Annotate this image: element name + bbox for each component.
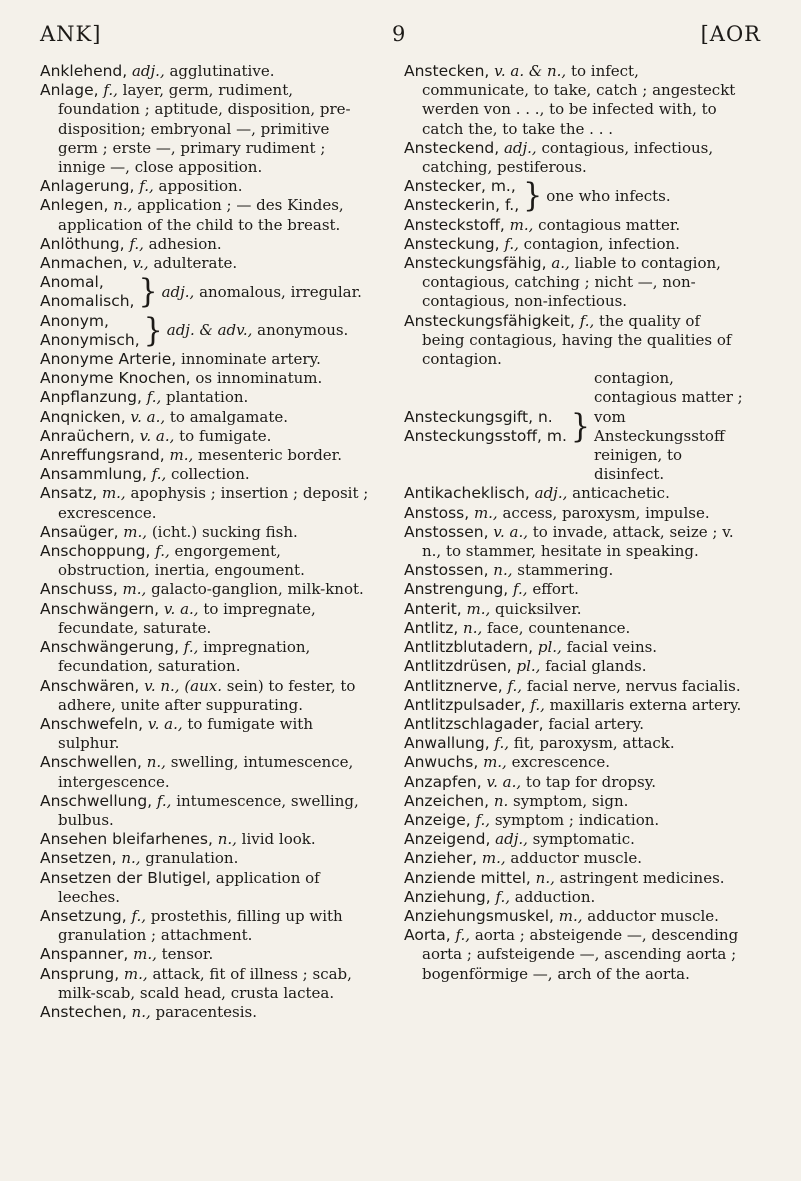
dictionary-entry	[404, 734, 746, 753]
dictionary-entry	[40, 427, 374, 446]
part-of-speech: v. a.,	[163, 599, 199, 618]
definition-text: facial veins.	[561, 638, 658, 657]
bracketed-headwords	[40, 273, 134, 311]
bracketed-headwords	[404, 177, 519, 215]
definition-text: symptomatic.	[527, 830, 635, 849]
part-of-speech: f.,	[146, 388, 162, 407]
dictionary-entry	[404, 216, 746, 235]
headword: Ansetzen der Blutigel,	[40, 868, 211, 887]
part-of-speech: m.,	[466, 599, 491, 618]
dictionary-entry	[40, 484, 374, 522]
definition-text: aorta ; absteigende —, descending aorta ; aufsteigende —, ascending aorta ; bogenförmige —, arch of the aorta.	[422, 926, 739, 983]
headword: Ansetzen,	[40, 849, 117, 868]
headword: Anzieher,	[404, 849, 478, 868]
part-of-speech: n.,	[146, 753, 166, 772]
definition	[167, 321, 374, 340]
definition-text: to amalgamate.	[165, 407, 289, 426]
brace-mark: }	[138, 272, 158, 312]
headword: Anzeigend,	[404, 830, 491, 849]
dictionary-entry	[404, 888, 746, 907]
dictionary-entry	[404, 792, 746, 811]
definition-text: adduction.	[510, 887, 596, 906]
headword: Anziende mittel,	[404, 868, 531, 887]
part-of-speech: f.,	[151, 465, 167, 484]
definition-text: fit, paroxysm, attack.	[508, 734, 675, 753]
definition-text: symptom, sign.	[508, 791, 629, 810]
definition-text: application of leeches.	[58, 868, 320, 906]
bracketed-headwords	[404, 408, 567, 446]
headword: Ansprung,	[40, 964, 120, 983]
part-of-speech: f.,	[183, 638, 199, 657]
definition-text: the quality of being contagious, having the qualities of contagion.	[422, 311, 732, 369]
part-of-speech: n.,	[113, 196, 133, 215]
headword: Ansatz,	[40, 484, 98, 503]
part-of-speech: v.,	[132, 254, 149, 273]
dictionary-entry	[40, 542, 374, 580]
definition-text: layer, germ, rudiment, foundation ; aptitude, disposition, pre-disposition; embryonal —, primitive germ ; erste —, primary rudiment ; innige —, close apposition.	[58, 81, 351, 177]
headword: Anomal,	[40, 273, 104, 292]
definition-text: granulation.	[140, 849, 239, 868]
definition-text: plantation.	[161, 388, 249, 407]
definition-text: adhesion.	[143, 234, 222, 253]
definition-text: facial glands.	[540, 657, 647, 676]
headword: Anonym,	[40, 311, 109, 330]
dictionary-entry	[404, 696, 746, 715]
definition-text: facial nerve, nervus facialis.	[522, 676, 741, 695]
part-of-speech: v. a.,	[147, 714, 183, 733]
definition-text: to impregnate, fecundate, saturate.	[58, 599, 316, 637]
dictionary-entry	[40, 830, 374, 849]
dictionary-entry	[404, 907, 746, 926]
definition-text: attack, fit of illness ; scab, milk-scab, scald head, crusta lactea.	[58, 964, 352, 1002]
left-column	[40, 62, 374, 1022]
part-of-speech: n.,	[463, 618, 483, 637]
headword: Ansteckungsgift, n.	[404, 407, 553, 426]
dictionary-entry	[40, 907, 374, 945]
part-of-speech: v. a. & n.,	[494, 62, 567, 80]
dictionary-entry	[404, 504, 746, 523]
headword: Anstrengung,	[404, 580, 509, 599]
headword: Ansaüger,	[40, 522, 119, 541]
headword: Ansteckungsstoff, m.	[404, 426, 567, 445]
part-of-speech: adj.,	[503, 138, 537, 157]
part-of-speech: n.,	[121, 849, 141, 868]
dictionary-entry	[40, 350, 374, 369]
headword: Antlitzblutadern,	[404, 638, 534, 657]
definition-text: quicksilver.	[490, 599, 582, 618]
part-of-speech: f.,	[139, 177, 154, 196]
definition-text: innominate artery.	[176, 350, 321, 369]
part-of-speech: m.,	[509, 215, 534, 234]
dictionary-entry	[404, 62, 746, 139]
headword: Anschwefeln,	[40, 714, 144, 733]
headword: Anzeichen,	[404, 791, 490, 810]
dictionary-entry	[40, 849, 374, 868]
definition-text: to infect, communicate, to take, catch ; angesteckt werden von . . ., to be infected with, to catch the, to take the . . .	[422, 62, 736, 138]
definition-text: livid look.	[236, 830, 316, 849]
brace-mark: }	[570, 407, 590, 446]
definition-text: apophysis ; insertion ; deposit ; excrescence.	[58, 484, 369, 522]
part-of-speech: adj. & adv.,	[166, 321, 253, 340]
dictionary-entry	[40, 369, 374, 388]
headword: Anraüchern,	[40, 426, 135, 445]
definition-text: adulterate.	[148, 254, 238, 273]
headword: Ansteckungsfähigkeit,	[404, 311, 575, 330]
definition-text: anomalous, irregular.	[194, 282, 362, 301]
bracketed-entry	[40, 273, 374, 311]
part-of-speech: adj.,	[161, 282, 195, 301]
dictionary-entry	[404, 715, 746, 734]
headword: Antlitzdrüsen,	[404, 657, 512, 676]
headword: Antlitznerve,	[404, 676, 503, 695]
part-of-speech: m.,	[133, 945, 157, 964]
headword: Ansammlung,	[40, 465, 147, 484]
part-of-speech: adj.,	[495, 830, 528, 849]
headword: Ansteckstoff,	[404, 215, 505, 234]
part-of-speech: m.,	[123, 964, 148, 983]
part-of-speech: f.,	[131, 906, 147, 925]
bracketed-headwords	[40, 312, 140, 350]
headword: Anschwängern,	[40, 599, 160, 618]
bracketed-entry	[404, 177, 746, 215]
part-of-speech: m.,	[123, 522, 148, 541]
headword: Anomalisch,	[40, 292, 135, 311]
dictionary-entry	[40, 523, 374, 542]
headword: Ansehen bleifarhenes,	[40, 830, 213, 849]
headword: Anzeige,	[404, 810, 471, 829]
headword: Anziehung,	[404, 887, 491, 906]
headword: Antlitzschlagader,	[404, 714, 544, 733]
definition-text: collection.	[166, 465, 250, 484]
definition-text: swelling, intumescence, intergescence.	[58, 753, 354, 791]
headword: Anstossen,	[404, 561, 489, 580]
dictionary-entry	[40, 715, 374, 753]
headword: Antlitzpulsader,	[404, 695, 526, 714]
headword: Anlage,	[40, 81, 99, 100]
part-of-speech: f.,	[155, 542, 170, 561]
definition-text: application ; — des Kindes, application of the child to the breast.	[58, 196, 344, 234]
dictionary-entry	[404, 849, 746, 868]
definition-text: access, paroxysm, impulse.	[497, 503, 710, 522]
part-of-speech: v. a.,	[130, 407, 166, 426]
definition-text: apposition.	[153, 177, 243, 196]
part-of-speech: f.,	[504, 234, 519, 253]
headword: Anreffungsrand,	[40, 446, 165, 465]
part-of-speech: n.,	[131, 1002, 151, 1021]
definition-text: excrescence.	[506, 753, 611, 772]
headword: Anwallung,	[404, 734, 490, 753]
definition-text: anticachetic.	[567, 484, 670, 503]
definition-text: to fumigate.	[174, 426, 272, 445]
headword: Anklehend,	[40, 62, 128, 80]
headword: Ansteckend,	[404, 138, 500, 157]
dictionary-entry	[404, 580, 746, 599]
definition-text: engorgement, obstruction, inertia, engoument.	[58, 542, 305, 580]
definition-text: astringent medicines.	[554, 868, 725, 887]
definition-text: to fumigate with sulphur.	[58, 714, 313, 753]
part-of-speech: f.,	[103, 81, 118, 100]
part-of-speech: f.,	[513, 580, 528, 599]
dictionary-entry	[40, 677, 374, 715]
dictionary-entry	[40, 753, 374, 791]
definition-text: contagious, infectious, catching, pestiferous.	[422, 138, 714, 177]
part-of-speech: f.,	[495, 887, 510, 906]
part-of-speech: f.,	[494, 734, 509, 753]
definition-text: sein) to fester, to adhere, unite after suppurating.	[58, 676, 356, 714]
definition	[546, 187, 746, 206]
page-header	[0, 22, 801, 54]
part-of-speech: v. a.,	[493, 522, 529, 541]
headword: Anterit,	[404, 599, 462, 618]
dictionary-entry	[40, 465, 374, 484]
headword: Ansteckung,	[404, 234, 500, 253]
dictionary-entry	[40, 388, 374, 407]
definition-text: anonymous.	[252, 321, 349, 340]
headword: Anschwellen,	[40, 753, 142, 772]
headword: Anschwellung,	[40, 791, 153, 810]
definition-text: to invade, attack, seize ; v. n., to stammer, hesitate in speaking.	[422, 522, 734, 561]
definition-text: (icht.) sucking fish.	[147, 522, 298, 541]
dictionary-entry	[40, 177, 374, 196]
dictionary-entry	[404, 561, 746, 580]
definition-text: agglutinative.	[164, 62, 275, 80]
part-of-speech: f.,	[507, 676, 523, 695]
part-of-speech: n.,	[535, 868, 555, 887]
part-of-speech: f.,	[455, 926, 471, 945]
part-of-speech: f.,	[475, 810, 491, 829]
headword: Anstecker, m.,	[404, 177, 516, 196]
part-of-speech: a.,	[551, 254, 570, 273]
headword: Anschoppung,	[40, 542, 151, 561]
part-of-speech: n.,	[217, 830, 237, 849]
headword: Anstecken,	[404, 62, 490, 80]
running-head-left: ANK]	[40, 22, 102, 46]
part-of-speech: f.,	[579, 311, 595, 330]
dictionary-entry	[404, 484, 746, 503]
part-of-speech: v. a.,	[139, 426, 175, 445]
definition-text: one who infects.	[546, 186, 671, 205]
headword: Anonyme Knochen,	[40, 369, 191, 388]
dictionary-entry	[40, 1003, 374, 1022]
headword: Anstossen,	[404, 522, 489, 541]
definition-text: liable to contagion, contagious, catching ; nicht —, non-contagious, non-infectious.	[422, 254, 721, 311]
headword: Ansetzung,	[40, 906, 127, 925]
definition-text: contagion, infection.	[518, 234, 680, 253]
definition-text: tensor.	[156, 945, 214, 964]
definition-text: impregnation, fecundation, saturation.	[58, 638, 311, 676]
part-of-speech: v. n., (aux.	[144, 676, 223, 695]
dictionary-entry	[404, 600, 746, 619]
dictionary-entry	[404, 235, 746, 254]
headword: Anstoss,	[404, 503, 470, 522]
headword: Anlöthung,	[40, 234, 125, 253]
dictionary-entry	[40, 945, 374, 964]
part-of-speech: f.,	[129, 234, 144, 253]
dictionary-entry	[404, 619, 746, 638]
dictionary-entry	[40, 965, 374, 1003]
headword: Anonyme Arterie,	[40, 350, 177, 369]
headword: Anstechen,	[40, 1002, 127, 1021]
definition-text: paracentesis.	[150, 1002, 257, 1021]
part-of-speech: m.,	[558, 906, 583, 925]
running-head-right: [AOR	[700, 22, 761, 46]
part-of-speech: m.,	[122, 580, 147, 599]
headword: Aorta,	[404, 926, 451, 945]
part-of-speech: pl.,	[537, 638, 562, 657]
headword: Anonymisch,	[40, 330, 140, 349]
definition-text: contagious matter.	[533, 215, 681, 234]
headword: Anschwären,	[40, 676, 140, 695]
dictionary-entry	[404, 926, 746, 984]
headword: Anmachen,	[40, 254, 128, 273]
definition-text: adductor muscle.	[582, 906, 719, 925]
dictionary-entry	[404, 677, 746, 696]
headword: Anziehungsmuskel,	[404, 906, 554, 925]
dictionary-entry	[40, 408, 374, 427]
dictionary-entry	[404, 753, 746, 772]
definition-text: intumescence, swelling, bulbus.	[58, 791, 359, 829]
dictionary-entry	[404, 638, 746, 657]
dictionary-entry	[404, 312, 746, 370]
bracketed-entry	[404, 369, 746, 484]
part-of-speech: v. a.,	[486, 772, 522, 791]
headword: Ansteckungsfähig,	[404, 254, 547, 273]
definition-text: effort.	[527, 580, 579, 599]
dictionary-entry	[40, 600, 374, 638]
dictionary-entry	[40, 792, 374, 830]
definition-text: maxillaris externa artery.	[544, 695, 742, 714]
part-of-speech: m.,	[101, 484, 126, 503]
part-of-speech: m.,	[169, 446, 194, 465]
right-column	[404, 62, 746, 984]
headword: Anschuss,	[40, 580, 118, 599]
page-number: 9	[392, 22, 406, 46]
brace-mark: }	[143, 311, 163, 350]
dictionary-entry	[40, 81, 374, 177]
headword: Anlegen,	[40, 196, 109, 215]
bracketed-entry	[40, 312, 374, 350]
part-of-speech: adj.,	[131, 62, 165, 80]
part-of-speech: m.,	[473, 503, 498, 522]
part-of-speech: pl.,	[516, 657, 541, 676]
dictionary-entry	[404, 869, 746, 888]
headword: Anschwängerung,	[40, 638, 180, 657]
headword: Anpflanzung,	[40, 388, 142, 407]
definition-text: to tap for dropsy.	[521, 772, 656, 791]
headword: Anwuchs,	[404, 753, 479, 772]
dictionary-entry	[40, 638, 374, 676]
dictionary-entry	[404, 523, 746, 561]
headword: Anlagerung,	[40, 177, 135, 196]
headword: Antlitz,	[404, 618, 459, 637]
part-of-speech: f.,	[156, 791, 172, 810]
dictionary-entry	[40, 235, 374, 254]
definition-text: os innominatum.	[190, 369, 323, 388]
part-of-speech: n.	[493, 791, 509, 810]
headword: Ansteckerin, f.,	[404, 196, 520, 215]
dictionary-entry	[404, 657, 746, 676]
part-of-speech: m.,	[481, 849, 506, 868]
dictionary-entry	[40, 254, 374, 273]
definition-text: contagion, contagious matter ; vom Ansteckungsstoff reinigen, to disinfect.	[594, 369, 743, 484]
dictionary-entry	[40, 446, 374, 465]
brace-mark: }	[523, 176, 543, 216]
dictionary-entry	[40, 196, 374, 234]
dictionary-entry	[40, 62, 374, 81]
definition	[594, 369, 746, 484]
headword: Anspanner,	[40, 945, 129, 964]
dictionary-entry	[404, 254, 746, 312]
part-of-speech: n.,	[493, 561, 513, 580]
dictionary-entry	[404, 139, 746, 177]
definition	[162, 283, 374, 302]
dictionary-entry	[404, 830, 746, 849]
dictionary-entry	[404, 811, 746, 830]
definition-text: adductor muscle.	[505, 849, 643, 868]
headword: Anzapfen,	[404, 772, 482, 791]
definition-text: facial artery.	[543, 714, 644, 733]
part-of-speech: m.,	[483, 753, 507, 772]
headword: Antikacheklisch,	[404, 484, 530, 503]
definition-text: mesenteric border.	[193, 446, 342, 465]
dictionary-entry	[40, 580, 374, 599]
definition-text: face, countenance.	[482, 618, 631, 637]
definition-text: symptom ; indication.	[490, 810, 660, 829]
definition-text: prostethis, filling up with granulation ; attachment.	[58, 906, 343, 945]
headword: Anqnicken,	[40, 407, 126, 426]
dictionary-entry	[40, 869, 374, 907]
dictionary-entry	[404, 773, 746, 792]
part-of-speech: f.,	[530, 695, 545, 714]
definition-text: galacto-ganglion, milk-knot.	[146, 580, 364, 599]
definition-text: stammering.	[512, 561, 614, 580]
part-of-speech: adj.,	[534, 484, 568, 503]
